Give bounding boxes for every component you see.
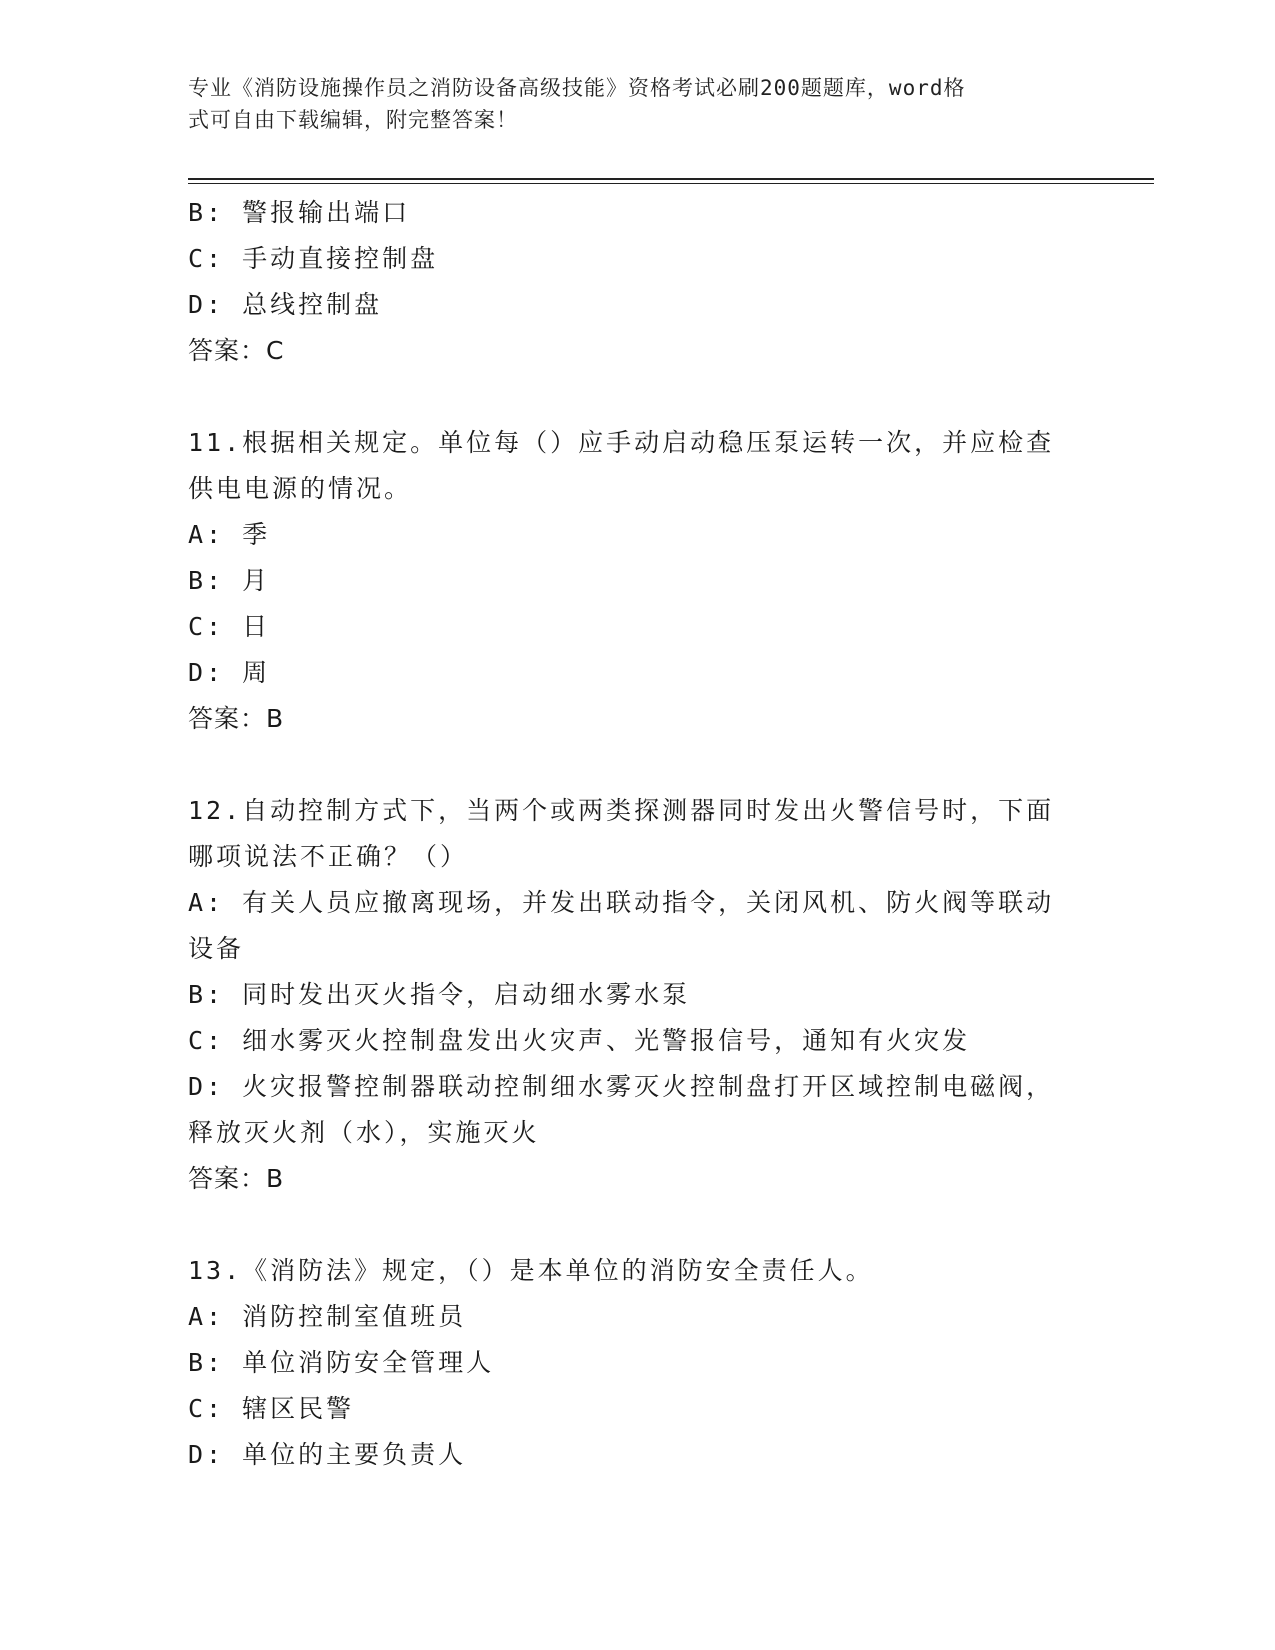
answer: 答案：B xyxy=(188,1164,285,1193)
option-b: B: 单位消防安全管理人 xyxy=(188,1348,495,1377)
option-d: D: 总线控制盘 xyxy=(188,290,383,319)
option-c: C: 细水雾灭火控制盘发出火灾声、光警报信号，通知有火灾发 xyxy=(188,1026,971,1055)
question-spacer xyxy=(188,374,1088,420)
option-a: A: 季 xyxy=(188,520,271,549)
option-d-line-1: D: 火灾报警控制器联动控制细水雾灭火控制盘打开区域控制电磁阀， xyxy=(188,1072,1055,1101)
option-c: C: 辖区民警 xyxy=(188,1394,355,1423)
page-header xyxy=(188,72,1068,136)
question-12 xyxy=(188,788,1088,1202)
option-b: B: 同时发出灭火指令，启动细水雾水泵 xyxy=(188,980,691,1009)
option-a-line-1: A: 有关人员应撤离现场，并发出联动指令，关闭风机、防火阀等联动 xyxy=(188,888,1055,917)
option-b: B: 月 xyxy=(188,566,271,595)
answer: 答案：C xyxy=(188,336,285,365)
question-list xyxy=(188,190,1088,1478)
option-b: B: 警报输出端口 xyxy=(188,198,411,227)
option-c: C: 手动直接控制盘 xyxy=(188,244,439,273)
question-spacer xyxy=(188,742,1088,788)
option-a: A: 消防控制室值班员 xyxy=(188,1302,467,1331)
header-line-2: 式可自由下载编辑，附完整答案！ xyxy=(188,108,518,132)
header-divider-thick xyxy=(188,178,1154,180)
question-text-line-1: 11.根据相关规定。单位每（）应手动启动稳压泵运转一次，并应检查 xyxy=(188,428,1055,457)
question-10 xyxy=(188,190,1088,374)
option-d-line-2: 释放灭火剂（水），实施灭火 xyxy=(188,1118,540,1147)
question-11 xyxy=(188,420,1088,742)
question-spacer xyxy=(188,1202,1088,1248)
question-text-line-2: 哪项说法不正确？（） xyxy=(188,842,469,871)
answer: 答案：B xyxy=(188,704,285,733)
question-text-line-1: 12.自动控制方式下，当两个或两类探测器同时发出火警信号时，下面 xyxy=(188,796,1055,825)
question-text-line-1: 13.《消防法》规定，（）是本单位的消防安全责任人。 xyxy=(188,1256,874,1285)
option-d: D: 周 xyxy=(188,658,271,687)
header-divider-thin xyxy=(188,183,1154,184)
option-c: C: 日 xyxy=(188,612,271,641)
option-a-line-2: 设备 xyxy=(188,934,245,963)
option-d: D: 单位的主要负责人 xyxy=(188,1440,467,1469)
header-line-1: 专业《消防设施操作员之消防设备高级技能》资格考试必刷200题题库，word格 xyxy=(188,76,966,100)
question-13 xyxy=(188,1248,1088,1478)
question-text-line-2: 供电电源的情况。 xyxy=(188,474,413,503)
